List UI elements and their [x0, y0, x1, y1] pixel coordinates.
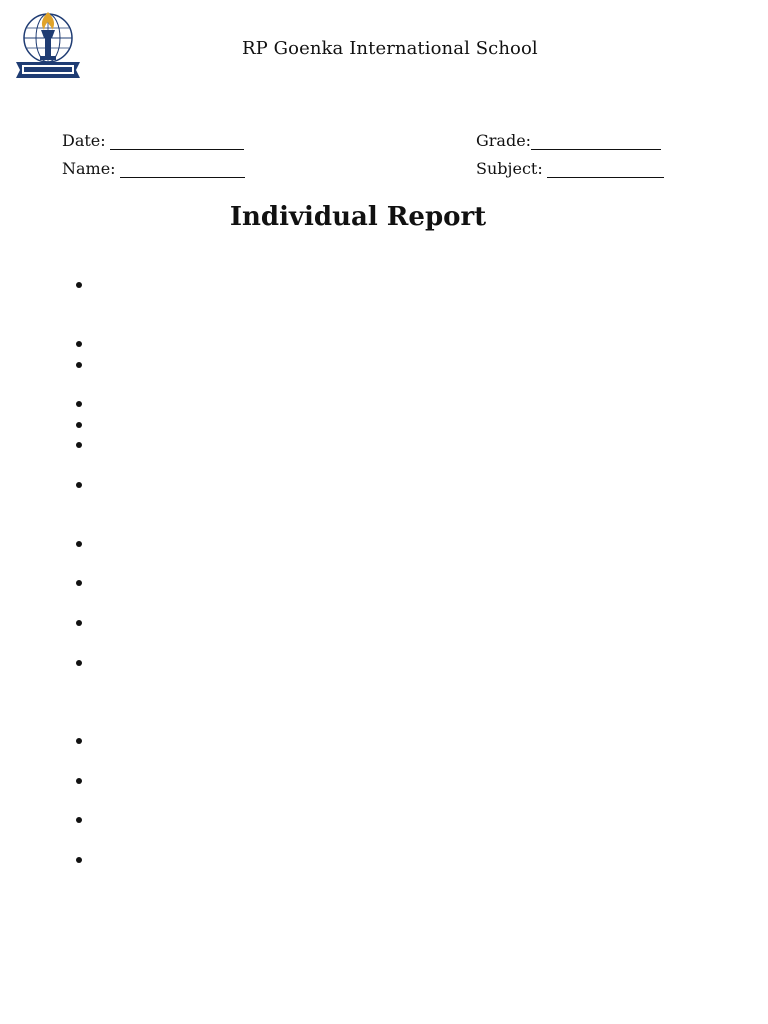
list-item-bullet — [76, 660, 82, 666]
list-item-bullet — [76, 541, 82, 547]
grade-label: Grade: — [476, 131, 532, 150]
grade-field — [476, 131, 661, 150]
report-title: Individual Report — [229, 202, 487, 232]
list-item-bullet — [76, 341, 82, 347]
name-label: Name: — [62, 159, 116, 178]
list-item-bullet — [76, 620, 82, 626]
date-field — [62, 131, 244, 150]
school-logo — [12, 8, 84, 80]
list-item-bullet — [76, 778, 82, 784]
list-item-bullet — [76, 580, 82, 586]
list-item-bullet — [76, 401, 82, 407]
name-blank[interactable] — [120, 159, 245, 178]
list-item-bullet — [76, 857, 82, 863]
list-item-bullet — [76, 282, 82, 288]
subject-label: Subject: — [476, 159, 543, 178]
list-item-bullet — [76, 482, 82, 488]
list-item-bullet — [76, 362, 82, 368]
date-blank[interactable] — [110, 131, 244, 150]
list-item-bullet — [76, 738, 82, 744]
grade-blank[interactable] — [531, 131, 661, 150]
subject-field — [476, 159, 664, 178]
name-field — [62, 159, 245, 178]
date-label: Date: — [62, 131, 106, 150]
list-item-bullet — [76, 817, 82, 823]
list-item-bullet — [76, 442, 82, 448]
subject-blank[interactable] — [547, 159, 664, 178]
school-name: RP Goenka International School — [242, 38, 538, 59]
list-item-bullet — [76, 422, 82, 428]
